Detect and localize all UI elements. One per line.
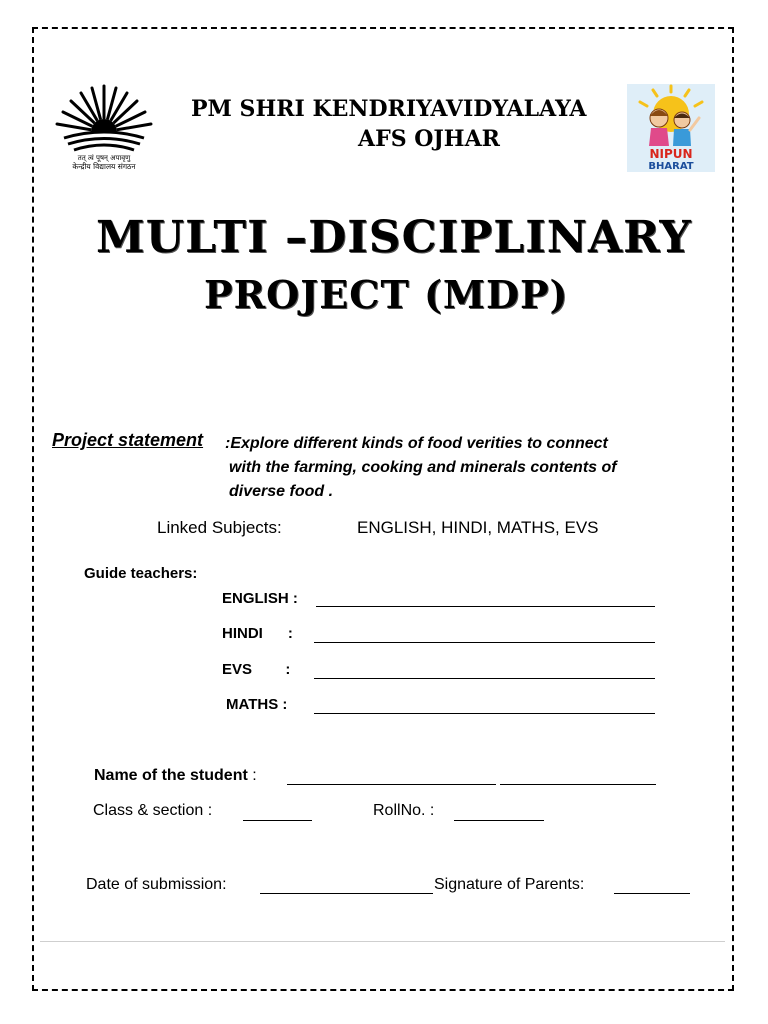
- nipun-text: NIPUN: [649, 147, 693, 161]
- student-name-row: [94, 767, 257, 785]
- guide-teachers-label: Guide teachers:: [84, 565, 198, 582]
- statement-line2: with the farming, cooking and minerals contents of: [229, 459, 617, 476]
- date-of-submission-label: Date of submission:: [86, 876, 227, 893]
- bharat-text: BHARAT: [648, 161, 694, 172]
- project-statement-label: Project statement: [52, 430, 204, 450]
- student-name-colon: :: [247, 767, 257, 784]
- kvs-sun-emblem-icon: [50, 80, 158, 172]
- english-teacher-label: ENGLISH :: [222, 590, 298, 607]
- linked-subjects-value: ENGLISH, HINDI, MATHS, EVS: [357, 518, 599, 537]
- title-line2: PROJECT (MDP): [204, 272, 569, 317]
- hindi-teacher-label: HINDI :: [222, 625, 293, 642]
- kvs-org-name: केन्द्रीय विद्यालय संगठन: [72, 162, 136, 171]
- bottom-divider: [40, 941, 725, 942]
- nipun-bharat-logo: [627, 84, 715, 172]
- project-statement-text: [225, 432, 699, 504]
- hindi-teacher-field[interactable]: [314, 642, 655, 643]
- statement-line1: :Explore different kinds of food verities to connect: [225, 435, 608, 452]
- class-section-label: Class & section :: [93, 802, 213, 819]
- english-teacher-field[interactable]: [316, 606, 655, 607]
- kvs-motto: तत् त्वं पूषन् अपावृणु: [77, 154, 131, 162]
- student-name-field[interactable]: [287, 784, 496, 785]
- kvs-logo: [50, 80, 158, 172]
- maths-teacher-field[interactable]: [314, 713, 655, 714]
- roll-number-field[interactable]: [454, 820, 544, 821]
- statement-line3: diverse food .: [229, 483, 334, 500]
- student-name-field-extension[interactable]: [500, 784, 656, 785]
- roll-number-label: RollNo. :: [373, 802, 435, 819]
- nipun-children-icon: [627, 84, 715, 172]
- title-line1: MULTI –DISCIPLINARY: [96, 212, 692, 263]
- date-of-submission-field[interactable]: [260, 893, 433, 894]
- signature-of-parents-label: Signature of Parents:: [434, 876, 585, 893]
- student-name-label: Name of the student: [94, 767, 248, 784]
- signature-of-parents-field[interactable]: [614, 893, 690, 894]
- evs-teacher-label: EVS :: [222, 661, 291, 678]
- school-name-line2: AFS OJHAR: [358, 126, 500, 152]
- linked-subjects-label: Linked Subjects:: [157, 518, 282, 537]
- class-section-field[interactable]: [243, 820, 312, 821]
- school-name-line1: PM SHRI KENDRIYAVIDYALAYA: [191, 96, 587, 122]
- maths-teacher-label: MATHS :: [226, 696, 288, 713]
- evs-teacher-field[interactable]: [314, 678, 655, 679]
